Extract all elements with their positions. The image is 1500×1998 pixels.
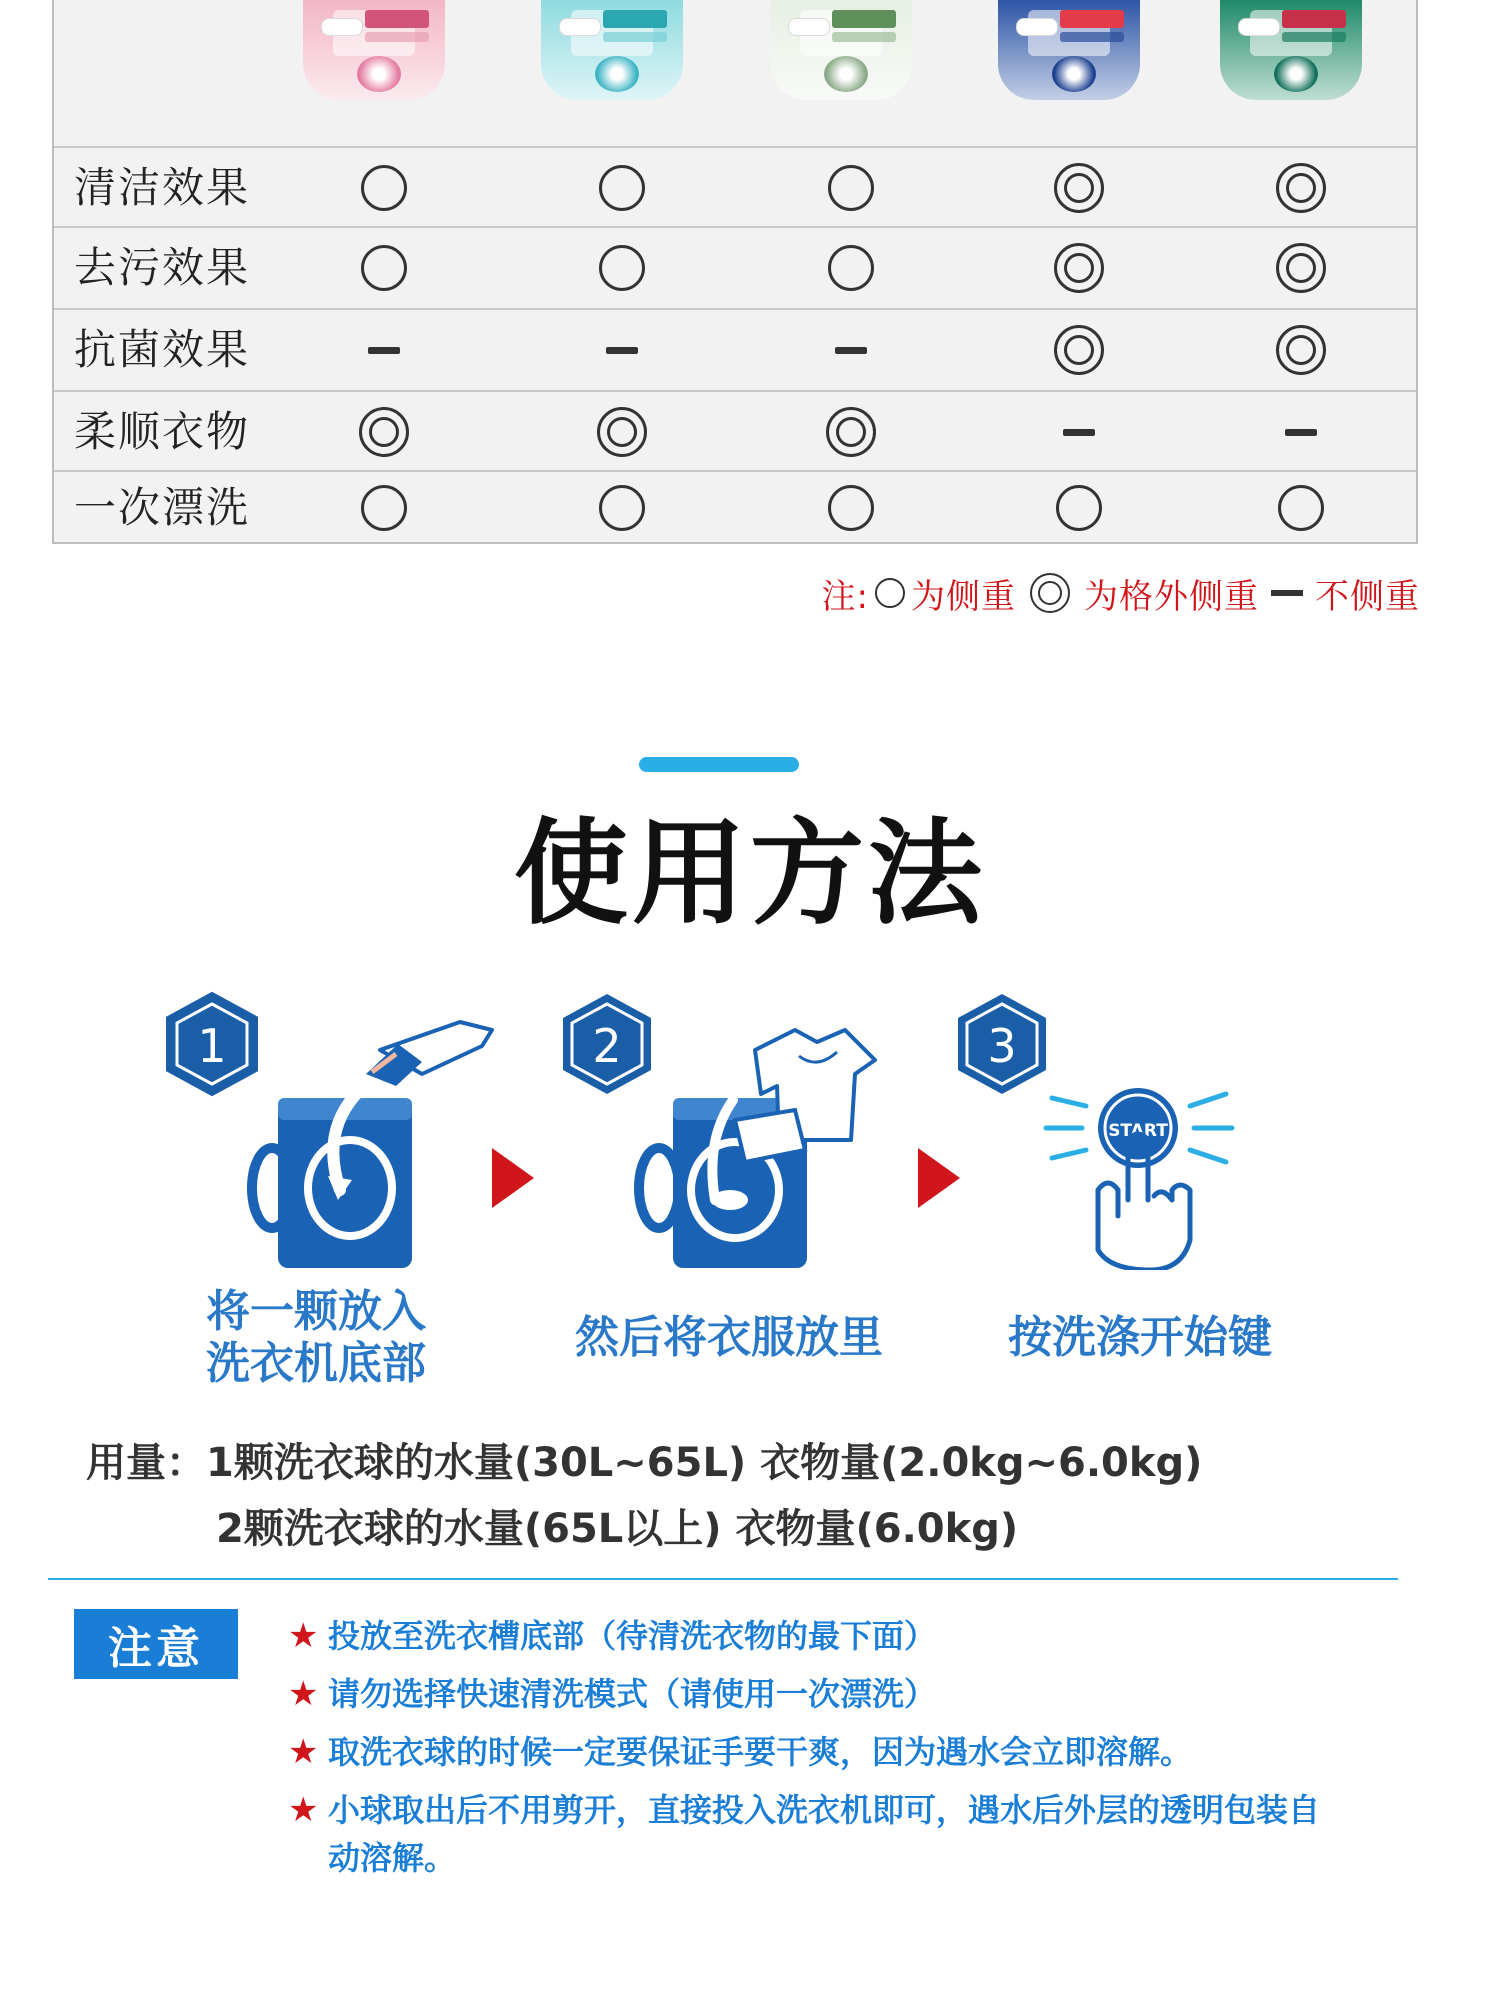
rating-mark: [1039, 472, 1119, 544]
dash-icon: [835, 347, 867, 354]
circle-icon: [599, 165, 645, 211]
step-number-badge: [563, 994, 651, 1094]
rating-mark: [582, 392, 662, 472]
row-label: 清洁效果: [74, 163, 251, 212]
list-item: [288, 1728, 1328, 1776]
dosage-info: [86, 1430, 1202, 1562]
rating-mark: [811, 392, 891, 472]
washing-machine-icon: [252, 1090, 412, 1268]
legend-prefix: 注:: [821, 576, 869, 617]
section-divider: [48, 1578, 1398, 1580]
double-circle-icon: [1276, 163, 1326, 213]
hand-icon: [366, 1022, 492, 1086]
rating-mark: [1261, 310, 1341, 390]
rating-mark: [344, 148, 424, 228]
circle-icon: [828, 165, 874, 211]
circle-icon: [875, 578, 905, 608]
circle-icon: [361, 245, 407, 291]
table-row: [54, 470, 1416, 544]
rating-mark: [811, 228, 891, 308]
rating-mark: [582, 310, 662, 390]
step-1-caption: [206, 1286, 426, 1390]
rating-mark: [344, 310, 424, 390]
list-item: [288, 1786, 1328, 1882]
step-2-illustration: [555, 990, 895, 1270]
double-circle-icon: [1054, 325, 1104, 375]
table-row: [54, 308, 1416, 390]
notice-text: 小球取出后不用剪开，直接投入洗衣机即可，遇水后外层的透明包装自动溶解。: [328, 1791, 1321, 1877]
rating-mark: [344, 228, 424, 308]
rating-mark: [811, 472, 891, 544]
row-label: 一次漂洗: [74, 483, 251, 532]
circle-icon: [828, 485, 874, 531]
dash-icon: [368, 347, 400, 354]
rating-mark: [344, 472, 424, 544]
legend-note: [822, 568, 1420, 618]
list-item: [288, 1670, 1328, 1718]
star-icon: ★: [288, 1732, 319, 1772]
row-label: 去污效果: [74, 243, 251, 292]
notice-badge: 注意: [74, 1609, 238, 1679]
list-item: [288, 1612, 1328, 1660]
step-3-caption: 按洗涤开始键: [1008, 1312, 1272, 1363]
rating-mark: [582, 148, 662, 228]
circle-icon: [599, 245, 645, 291]
notice-text: 请勿选择快速清洗模式（请使用一次漂洗）: [328, 1675, 937, 1713]
rating-mark: [344, 392, 424, 472]
dash-icon: [606, 347, 638, 354]
rating-mark: [1261, 228, 1341, 308]
rating-mark: [1261, 472, 1341, 544]
star-icon: ★: [288, 1616, 319, 1656]
rating-mark: [1039, 148, 1119, 228]
caption-line: 将一颗放入: [206, 1286, 426, 1337]
comparison-table: [52, 0, 1418, 544]
step-number-badge: [168, 994, 256, 1094]
double-circle-icon: [1054, 243, 1104, 293]
rating-mark: [1039, 310, 1119, 390]
dash-icon: [1285, 429, 1317, 436]
title-accent-bar: [639, 757, 799, 772]
product-image-3: [756, 0, 926, 112]
double-circle-icon: [1276, 243, 1326, 293]
table-row: [54, 226, 1416, 308]
notice-text: 投放至洗衣槽底部（待清洗衣物的最下面）: [328, 1617, 937, 1655]
step-2-caption: 然后将衣服放里: [575, 1312, 883, 1363]
double-circle-icon: [1030, 573, 1070, 613]
rating-mark: [1039, 228, 1119, 308]
circle-icon: [361, 165, 407, 211]
rating-mark: [1039, 392, 1119, 472]
svg-text:3: 3: [987, 1019, 1017, 1073]
row-label: 抗菌效果: [74, 325, 251, 374]
table-row: [54, 390, 1416, 472]
section-title: 使用方法: [513, 807, 986, 940]
circle-icon: [599, 485, 645, 531]
double-circle-icon: [1054, 163, 1104, 213]
dosage-line: 2颗洗衣球的水量(65L以上) 衣物量(6.0kg): [216, 1506, 1019, 1552]
product-image-2: [527, 0, 697, 112]
svg-text:2: 2: [592, 1019, 622, 1073]
table-row: [54, 146, 1416, 228]
legend-circle-text: 为侧重: [911, 576, 1016, 617]
star-icon: ★: [288, 1790, 319, 1830]
product-image-4: [984, 0, 1154, 112]
start-button-icon: [1046, 1088, 1232, 1168]
dosage-line: 用量：1颗洗衣球的水量(30L~65L) 衣物量(2.0kg~6.0kg): [86, 1440, 1203, 1486]
circle-icon: [361, 485, 407, 531]
legend-double-text: 为格外侧重: [1084, 576, 1259, 617]
dash-icon: [1271, 590, 1303, 596]
product-images-row: [54, 0, 1416, 146]
double-circle-icon: [359, 407, 409, 457]
double-circle-icon: [597, 407, 647, 457]
product-image-5: [1206, 0, 1376, 112]
double-circle-icon: [1276, 325, 1326, 375]
step-1-illustration: [160, 990, 500, 1270]
row-label: 柔顺衣物: [74, 407, 251, 456]
rating-mark: [582, 472, 662, 544]
rating-mark: [1261, 148, 1341, 228]
clothes-icon: [735, 1030, 875, 1162]
rating-mark: [1261, 392, 1341, 472]
caption-line: 洗衣机底部: [206, 1338, 426, 1389]
step-3-illustration: [950, 990, 1290, 1270]
circle-icon: [1278, 485, 1324, 531]
notice-list: [288, 1612, 1328, 1892]
circle-icon: [828, 245, 874, 291]
star-icon: ★: [288, 1674, 319, 1714]
svg-text:1: 1: [197, 1019, 227, 1073]
rating-mark: [811, 148, 891, 228]
circle-icon: [1056, 485, 1102, 531]
dash-icon: [1063, 429, 1095, 436]
rating-mark: [811, 310, 891, 390]
double-circle-icon: [826, 407, 876, 457]
step-number-badge: [958, 994, 1046, 1094]
svg-text:START: START: [1108, 1121, 1168, 1141]
product-image-1: [289, 0, 459, 112]
rating-mark: [582, 228, 662, 308]
legend-dash-text: 不侧重: [1315, 576, 1420, 617]
notice-text: 取洗衣球的时候一定要保证手要干爽，因为遇水会立即溶解。: [328, 1733, 1193, 1771]
arrow-right-icon: [492, 1148, 534, 1208]
